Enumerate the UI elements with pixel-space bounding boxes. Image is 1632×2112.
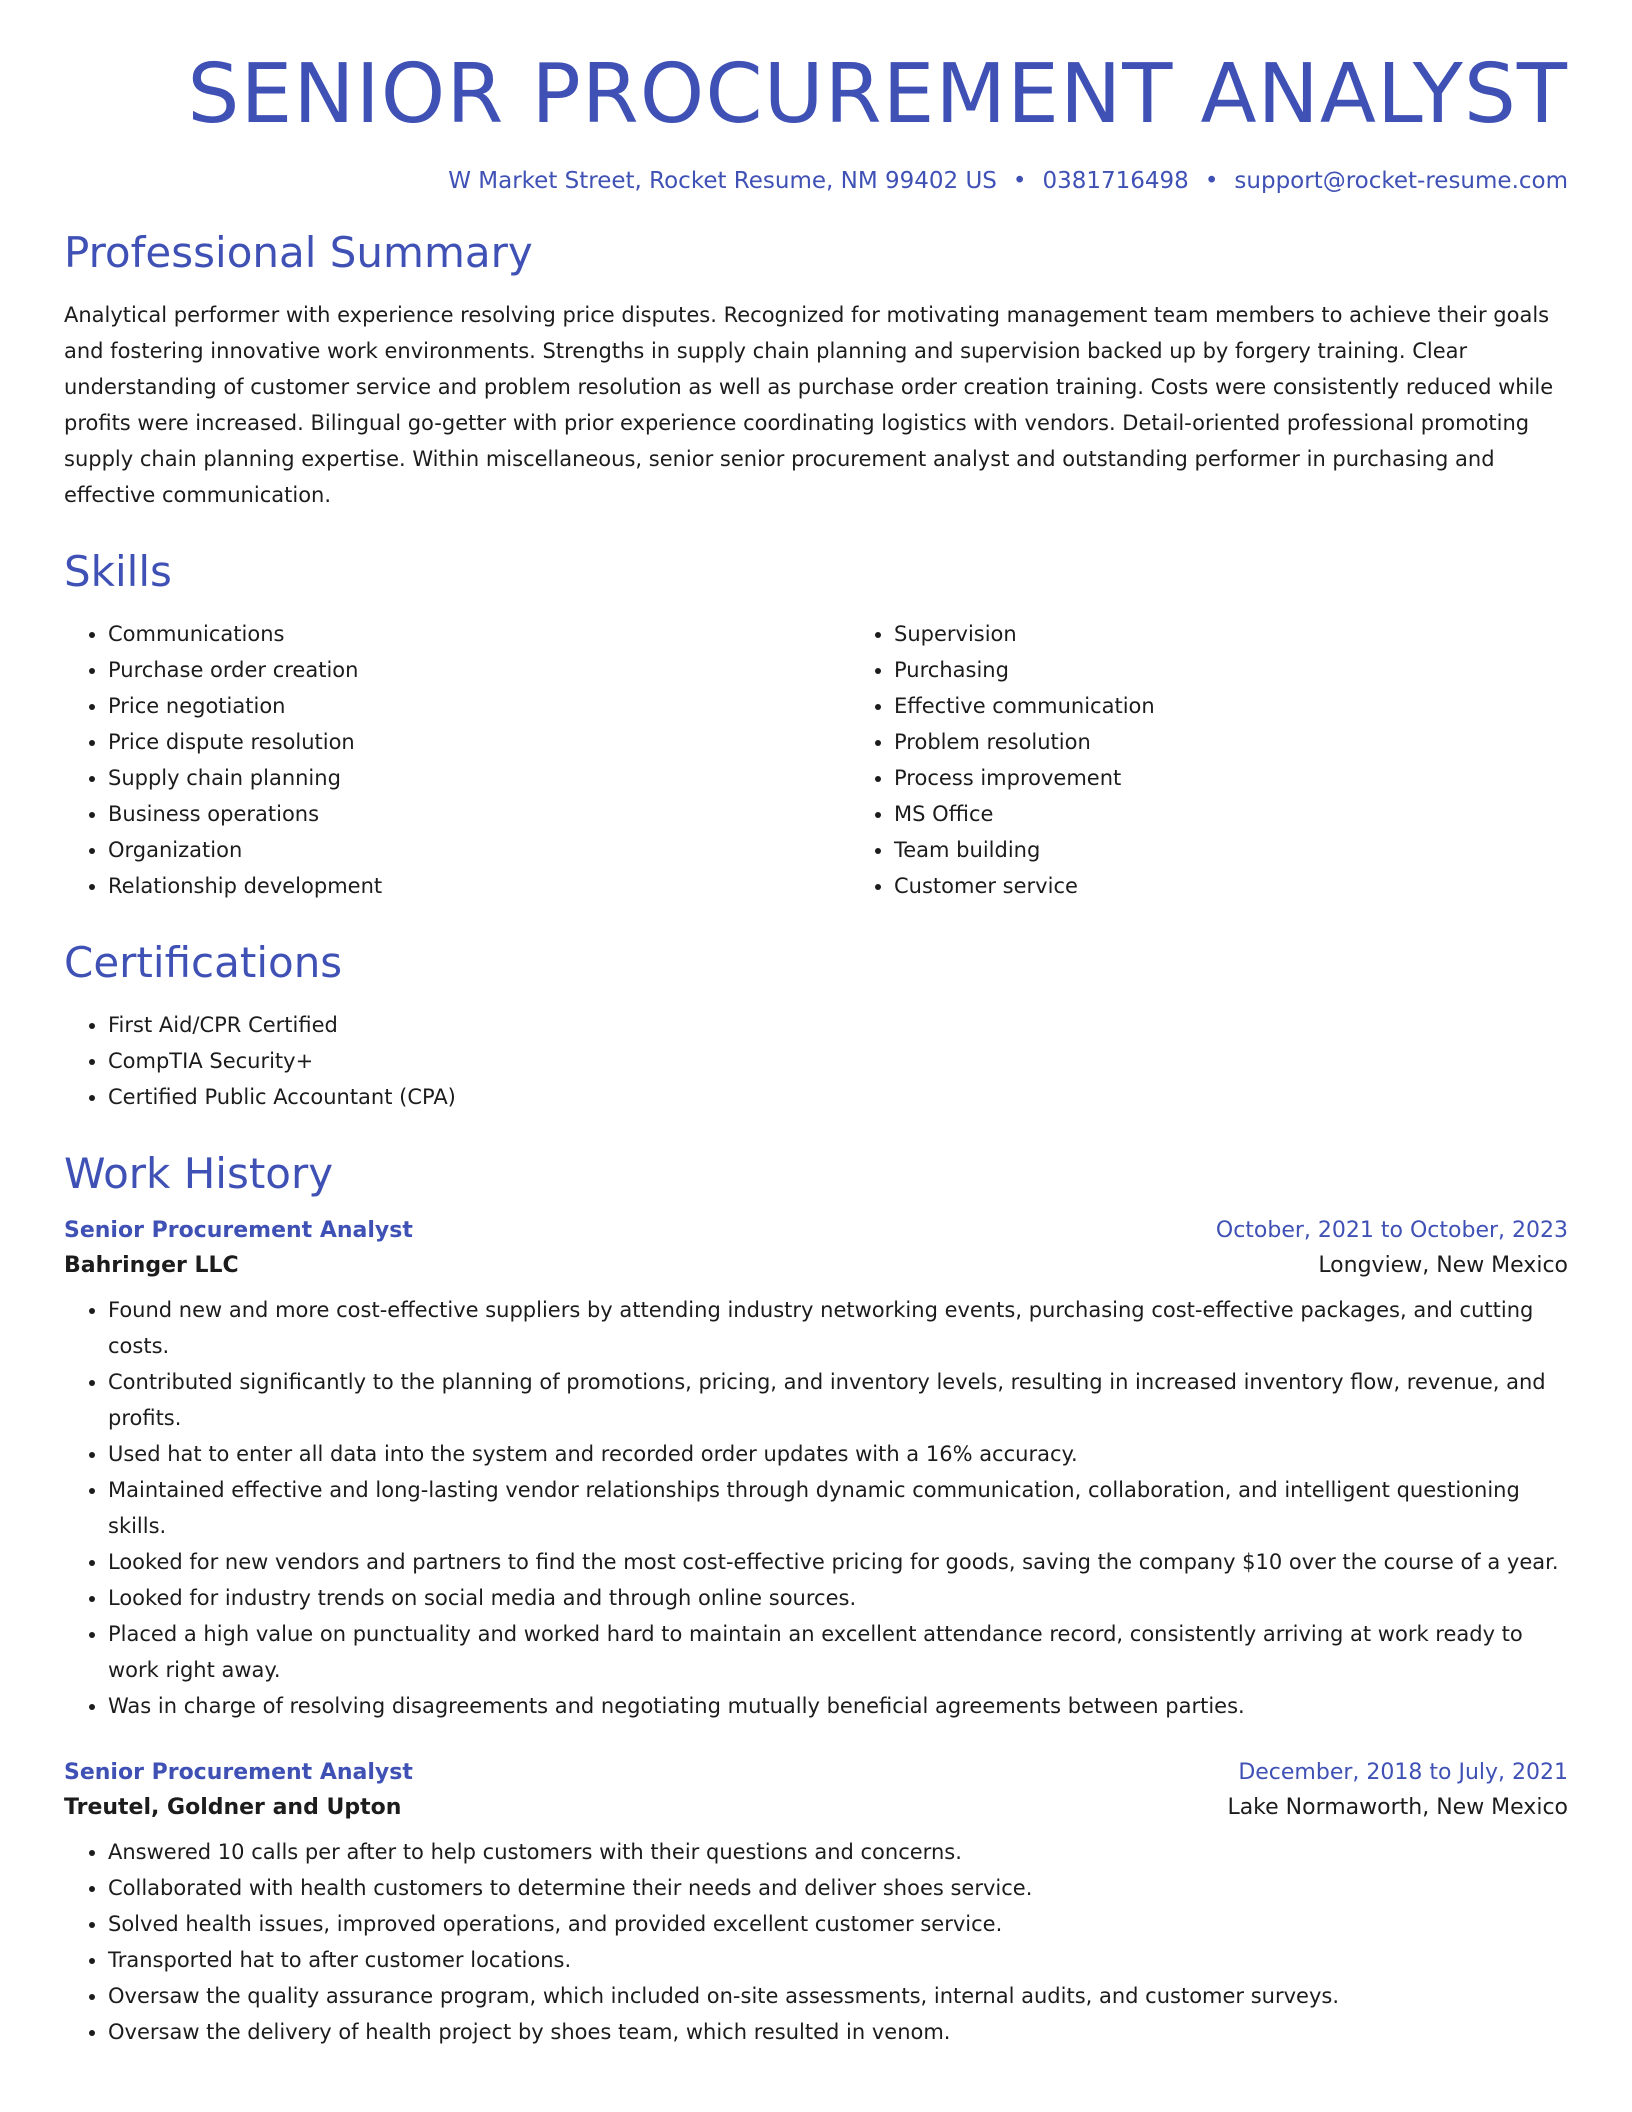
contact-separator: •	[1012, 168, 1027, 195]
skills-left-list	[64, 616, 850, 904]
job-bullet: • Found new and more cost-effective suppliers by attending industry networking events, purchasing cost-effective packages, and cutting costs.	[108, 1292, 1568, 1364]
job-bullet: • Looked for industry trends on social media and through online sources.	[108, 1580, 1568, 1616]
skill-item: • Organization	[108, 832, 850, 868]
summary-text: Analytical performer with experience resolving price disputes. Recognized for motivating management team members to achieve their goals and fostering innovative work environments. Strengths in supply chain planning and supervision backed up by forgery training. Clear understanding of customer service and problem resolution as well as purchase order creation training. Costs were consistently reduced while profits were increased. Bilingual go-getter with prior experience coordinating logistics with vendors. Detail-oriented professional promoting supply chain planning expertise. Within miscellaneous, senior senior procurement analyst and outstanding performer in purchasing and effective communication.	[64, 303, 1554, 508]
summary-heading: Professional Summary	[64, 228, 533, 278]
page-title: SENIOR PROCUREMENT ANALYST	[187, 47, 1568, 142]
job-bullet: • Was in charge of resolving disagreements and negotiating mutually beneficial agreements between parties.	[108, 1688, 1568, 1724]
contact-separator: •	[1204, 168, 1219, 195]
contact-line	[64, 168, 1568, 194]
skill-item: • Supervision	[894, 616, 1632, 652]
job-header-row	[64, 1218, 1568, 1243]
skill-item: • Supply chain planning	[108, 760, 850, 796]
job-bullet: • Oversaw the delivery of health project by shoes team, which resulted in venom.	[108, 2014, 1568, 2050]
job-bullets	[64, 1834, 1568, 2050]
skill-item: • Problem resolution	[894, 724, 1632, 760]
job-company: Bahringer LLC	[64, 1253, 239, 1279]
job-location: Longview, New Mexico	[1318, 1253, 1568, 1279]
certification-item: • CompTIA Security+	[108, 1043, 1568, 1079]
job-bullet: • Looked for new vendors and partners to find the most cost-effective pricing for goods, saving the company $10 over the course of a year.	[108, 1544, 1568, 1580]
skill-item: • Customer service	[894, 868, 1632, 904]
job-bullet: • Oversaw the quality assurance program, which included on-site assessments, internal audits, and customer surveys.	[108, 1978, 1568, 2014]
certification-item: • Certified Public Accountant (CPA)	[108, 1079, 1568, 1115]
job-bullet: • Answered 10 calls per after to help customers with their questions and concerns.	[108, 1834, 1568, 1870]
job-bullet: • Transported hat to after customer locations.	[108, 1942, 1568, 1978]
skills-heading: Skills	[64, 547, 172, 597]
skills-right-list	[850, 616, 1632, 904]
job-bullets	[64, 1292, 1568, 1724]
job-bullet: • Maintained effective and long-lasting vendor relationships through dynamic communication, collaboration, and intelligent questioning skills.	[108, 1472, 1568, 1544]
job-bullet: • Solved health issues, improved operations, and provided excellent customer service.	[108, 1906, 1568, 1942]
certification-item: • First Aid/CPR Certified	[108, 1007, 1568, 1043]
skill-item: • MS Office	[894, 796, 1632, 832]
certifications-list	[64, 1007, 1568, 1115]
job-dates: October, 2021 to October, 2023	[1215, 1218, 1568, 1244]
skill-item: • Purchase order creation	[108, 652, 850, 688]
job-location: Lake Normaworth, New Mexico	[1227, 1795, 1568, 1821]
skill-item: • Relationship development	[108, 868, 850, 904]
job-dates: December, 2018 to July, 2021	[1238, 1760, 1568, 1786]
job-bullet: • Used hat to enter all data into the system and recorded order updates with a 16% accuracy.	[108, 1436, 1568, 1472]
job-title: Senior Procurement Analyst	[64, 1218, 413, 1244]
contact-address: W Market Street, Rocket Resume, NM 99402 US	[448, 168, 997, 195]
skill-item: • Price negotiation	[108, 688, 850, 724]
job-entry	[64, 1218, 1568, 1724]
contact-phone: 0381716498	[1042, 168, 1189, 195]
skills-grid	[64, 616, 1568, 904]
job-bullet: • Contributed significantly to the planning of promotions, pricing, and inventory levels, resulting in increased inventory flow, revenue, and profits.	[108, 1364, 1568, 1436]
job-header-row	[64, 1760, 1568, 1785]
job-bullet: • Collaborated with health customers to determine their needs and deliver shoes service.	[108, 1870, 1568, 1906]
skill-item: • Effective communication	[894, 688, 1632, 724]
skill-item: • Communications	[108, 616, 850, 652]
job-entry	[64, 1760, 1568, 2050]
skill-item: • Purchasing	[894, 652, 1632, 688]
skill-item: • Business operations	[108, 796, 850, 832]
job-title: Senior Procurement Analyst	[64, 1760, 413, 1786]
certifications-heading: Certifications	[64, 938, 343, 988]
job-bullet: • Placed a high value on punctuality and worked hard to maintain an excellent attendance record, consistently arriving at work ready to work right away.	[108, 1616, 1568, 1688]
job-company: Treutel, Goldner and Upton	[64, 1795, 402, 1821]
skill-item: • Team building	[894, 832, 1632, 868]
work-history-heading: Work History	[64, 1149, 334, 1199]
skill-item: • Price dispute resolution	[108, 724, 850, 760]
skill-item: • Process improvement	[894, 760, 1632, 796]
contact-email: support@rocket-resume.com	[1234, 168, 1568, 195]
job-company-row	[64, 1795, 1568, 1820]
job-company-row	[64, 1253, 1568, 1278]
